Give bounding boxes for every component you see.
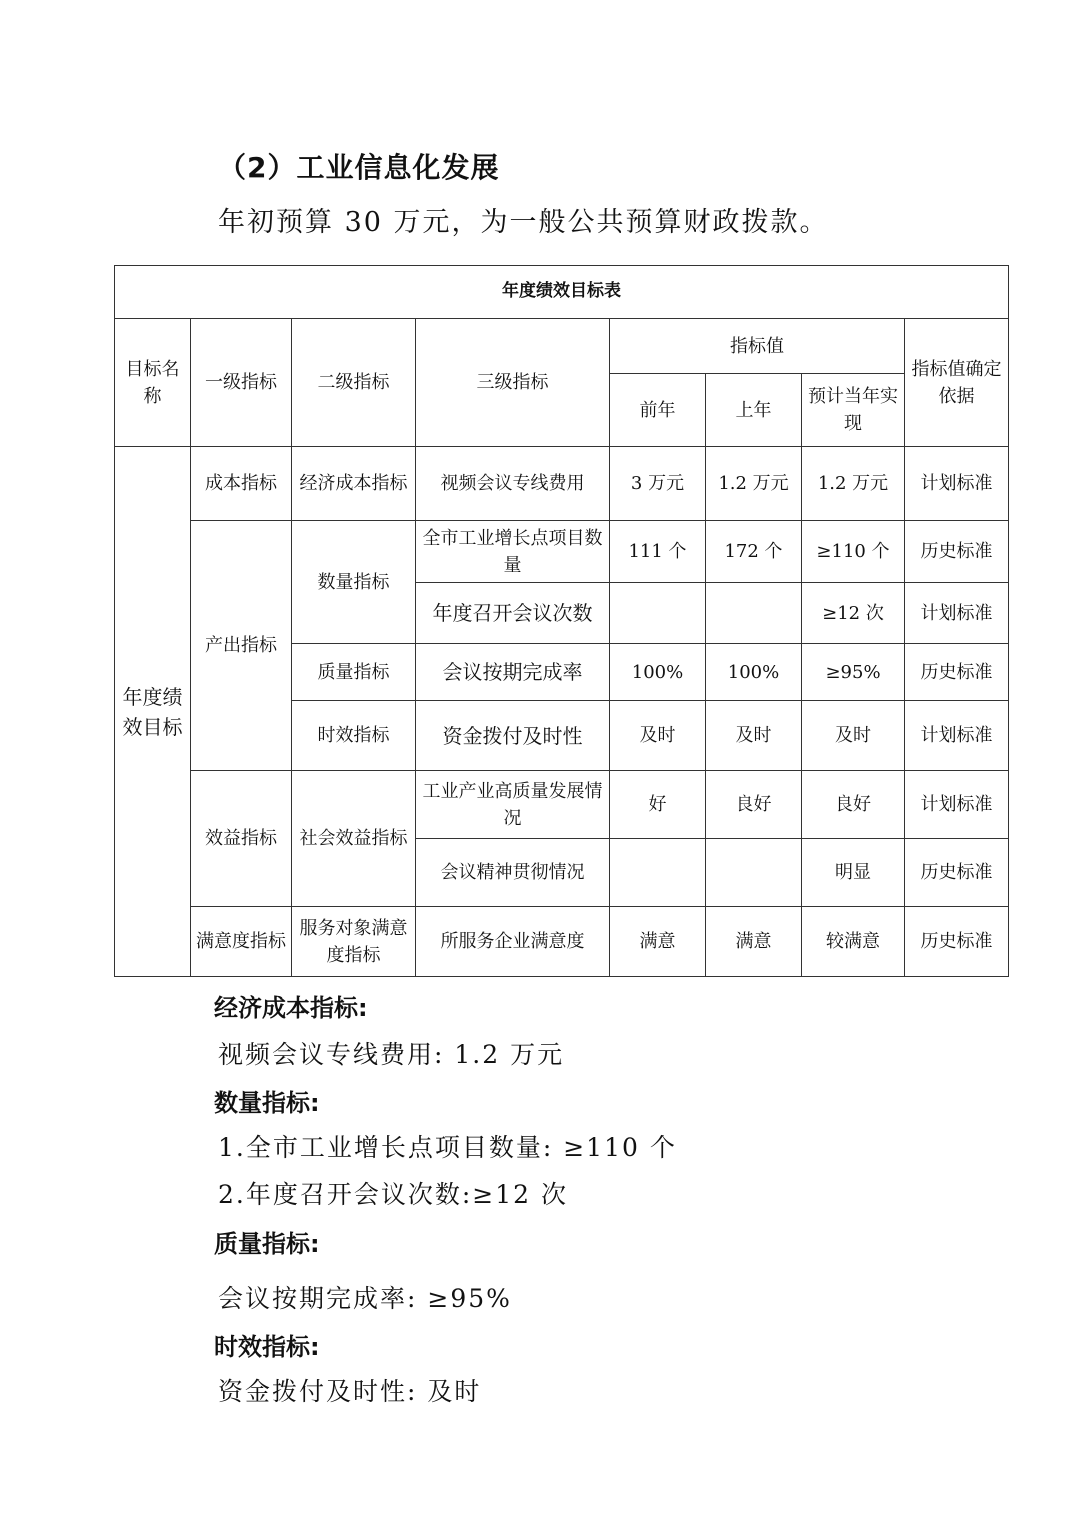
subgroup-service-satisfaction: 服务对象满意度指标: [292, 907, 416, 977]
prev-cell: 及时: [610, 701, 706, 771]
prev-cell: 3 万元: [610, 447, 706, 521]
group-cost: 成本指标: [191, 447, 292, 521]
expected-cell: 及时: [802, 701, 905, 771]
expected-cell: 较满意: [802, 907, 905, 977]
summary-economic-cost-title: 经济成本指标:: [214, 994, 368, 1022]
header-index-value: 指标值: [610, 319, 905, 374]
subgroup-quantity: 数量指标: [292, 521, 416, 644]
summary-quantity-line-2: 2.年度召开会议次数:≥12 次: [218, 1180, 568, 1209]
basis-cell: 历史标准: [905, 907, 1009, 977]
summary-quality-line: 会议按期完成率: ≥95%: [218, 1284, 512, 1313]
basis-cell: 计划标准: [905, 701, 1009, 771]
prev-cell: 满意: [610, 907, 706, 977]
header-level2: 二级指标: [292, 319, 416, 447]
prev-cell: 好: [610, 771, 706, 839]
basis-cell: 计划标准: [905, 771, 1009, 839]
last-cell: 172 个: [706, 521, 802, 583]
expected-cell: 良好: [802, 771, 905, 839]
last-cell: [706, 583, 802, 644]
table-row: [115, 907, 1009, 977]
subgroup-timeliness: 时效指标: [292, 701, 416, 771]
last-cell: 良好: [706, 771, 802, 839]
basis-cell: 历史标准: [905, 521, 1009, 583]
summary-timeliness-title: 时效指标:: [214, 1333, 320, 1361]
header-level3: 三级指标: [416, 319, 610, 447]
section-heading: （2）工业信息化发展: [218, 151, 500, 184]
item-cell: 年度召开会议次数: [416, 583, 610, 644]
item-cell: 资金拨付及时性: [416, 701, 610, 771]
expected-cell: ≥95%: [802, 644, 905, 701]
prev-cell: [610, 839, 706, 907]
last-cell: [706, 839, 802, 907]
group-satisfaction: 满意度指标: [191, 907, 292, 977]
expected-cell: 1.2 万元: [802, 447, 905, 521]
expected-cell: 明显: [802, 839, 905, 907]
basis-cell: 计划标准: [905, 583, 1009, 644]
subgroup-social-benefit: 社会效益指标: [292, 771, 416, 907]
expected-cell: ≥12 次: [802, 583, 905, 644]
summary-quantity-line-1: 1.全市工业增长点项目数量: ≥110 个: [218, 1133, 677, 1162]
basis-cell: 历史标准: [905, 644, 1009, 701]
summary-timeliness-line: 资金拨付及时性: 及时: [218, 1377, 482, 1406]
prev-cell: 111 个: [610, 521, 706, 583]
basis-cell: 历史标准: [905, 839, 1009, 907]
last-cell: 1.2 万元: [706, 447, 802, 521]
prev-cell: 100%: [610, 644, 706, 701]
header-basis: 指标值确定依据: [905, 319, 1009, 447]
table-title: 年度绩效目标表: [115, 266, 1009, 319]
summary-quality-title: 质量指标:: [214, 1230, 320, 1258]
target-name-cell: 年度绩效目标: [115, 447, 191, 977]
last-cell: 100%: [706, 644, 802, 701]
group-output: 产出指标: [191, 521, 292, 771]
table-row: [115, 521, 1009, 583]
performance-target-table: [114, 265, 1009, 977]
subgroup-economic-cost: 经济成本指标: [292, 447, 416, 521]
header-target-name: 目标名称: [115, 319, 191, 447]
item-cell: 工业产业高质量发展情况: [416, 771, 610, 839]
subgroup-quality: 质量指标: [292, 644, 416, 701]
table-row: [115, 447, 1009, 521]
summary-economic-cost-line: 视频会议专线费用: 1.2 万元: [218, 1040, 565, 1069]
group-benefit: 效益指标: [191, 771, 292, 907]
budget-paragraph: 年初预算 30 万元，为一般公共预算财政拨款。: [218, 207, 829, 238]
item-cell: 所服务企业满意度: [416, 907, 610, 977]
header-expected: 预计当年实现: [802, 374, 905, 447]
header-level1: 一级指标: [191, 319, 292, 447]
item-cell: 全市工业增长点项目数量: [416, 521, 610, 583]
item-cell: 会议精神贯彻情况: [416, 839, 610, 907]
summary-quantity-title: 数量指标:: [214, 1089, 320, 1117]
expected-cell: ≥110 个: [802, 521, 905, 583]
item-cell: 视频会议专线费用: [416, 447, 610, 521]
prev-cell: [610, 583, 706, 644]
basis-cell: 计划标准: [905, 447, 1009, 521]
header-prev-year: 前年: [610, 374, 706, 447]
header-last-year: 上年: [706, 374, 802, 447]
last-cell: 及时: [706, 701, 802, 771]
item-cell: 会议按期完成率: [416, 644, 610, 701]
table-row: [115, 771, 1009, 839]
last-cell: 满意: [706, 907, 802, 977]
